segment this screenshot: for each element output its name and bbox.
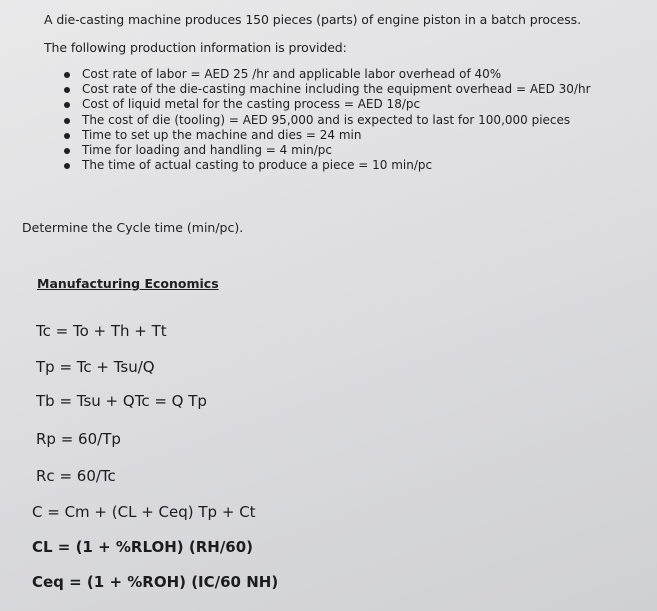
- formula-equipment-cost: Ceq = (1 + %ROH) (IC/60 NH): [32, 573, 279, 591]
- list-item: Time to set up the machine and dies = 24 min: [60, 128, 591, 143]
- list-item: Cost rate of labor = AED 25 /hr and applicable labor overhead of 40%: [60, 67, 591, 82]
- intro-line-1: A die-casting machine produces 150 pieces (parts) of engine piston in a batch process.: [44, 12, 581, 27]
- list-item: Cost rate of the die-casting machine including the equipment overhead = AED 30/hr: [60, 82, 591, 97]
- list-item: The time of actual casting to produce a piece = 10 min/pc: [60, 158, 591, 173]
- formula-cycle-time: Tc = To + Th + Tt: [36, 322, 167, 340]
- formula-labor-cost: CL = (1 + %RLOH) (RH/60): [32, 538, 254, 556]
- list-item: Cost of liquid metal for the casting process = AED 18/pc: [60, 97, 591, 112]
- list-item: Time for loading and handling = 4 min/pc: [60, 143, 591, 158]
- formula-cycle-rate: Rc = 60/Tc: [36, 467, 116, 485]
- formula-production-rate: Rp = 60/Tp: [36, 430, 121, 448]
- intro-line-2: The following production information is provided:: [44, 40, 347, 55]
- production-info-list: [60, 67, 591, 173]
- formula-batch-time: Tb = Tsu + QTc = Q Tp: [36, 392, 207, 410]
- section-title: Manufacturing Economics: [37, 276, 219, 291]
- question-text: Determine the Cycle time (min/pc).: [22, 220, 244, 235]
- formula-production-time: Tp = Tc + Tsu/Q: [36, 358, 155, 376]
- list-item: The cost of die (tooling) = AED 95,000 and is expected to last for 100,000 pieces: [60, 113, 591, 128]
- formula-cost-per-piece: C = Cm + (CL + Ceq) Tp + Ct: [32, 503, 256, 521]
